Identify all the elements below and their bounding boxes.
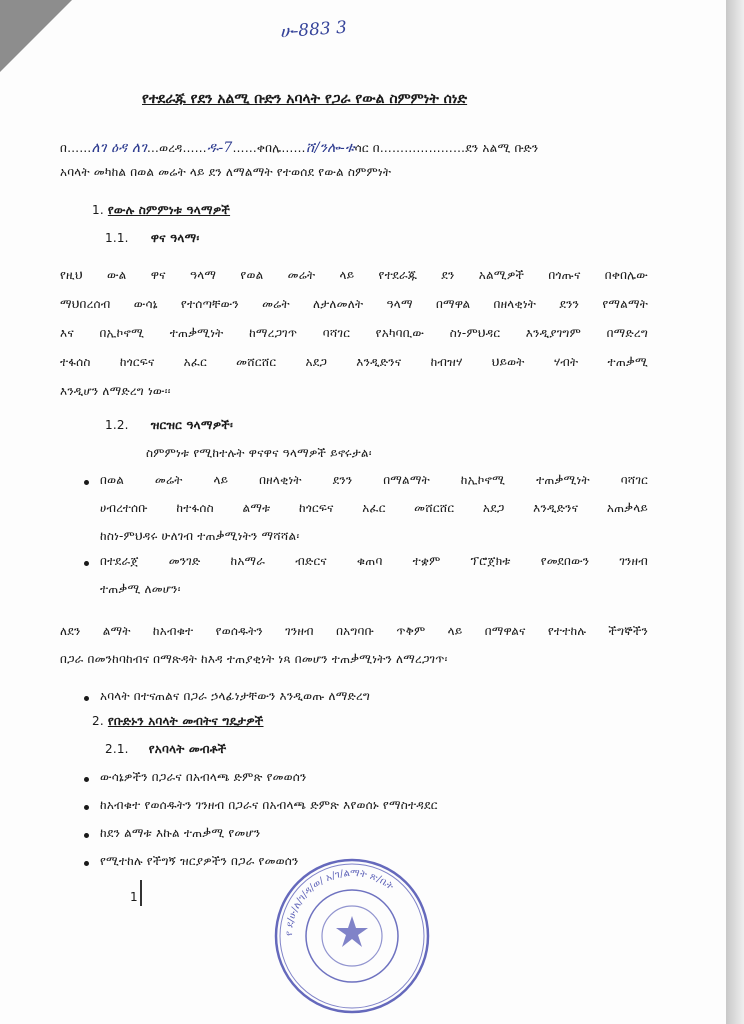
section-1-2-intro: ስምምነቱ የሚከተሉት ዋናዋና ዓላማዎች ይኖሩታል፡: [146, 446, 372, 460]
section-1-title: የውሉ ስምምነቱ ዓላማዎች: [107, 203, 231, 217]
section-2-title: የቡድኑን አባላት መብትና ግዴታዎች: [107, 714, 264, 728]
para1-line-4: ተፋሰስ ከጎርፍና አፈር መሸርሸር አደጋ እንዲድንና ከብዝሃ ህይወት ሃብት ተጠቃሚ: [60, 355, 648, 369]
bullet-dot: [84, 833, 89, 838]
para2-line-1: ለደን ልማት ከአብቁተ የወሰዱትን ገንዘብ በአግባቡ ጥቅም ላይ በማዋልና የተተከሉ ችግኞችን: [60, 624, 648, 638]
page-number: 1: [130, 890, 138, 904]
section-2-1-number: 2.1.: [105, 742, 129, 756]
rights-bullet-1: ውሳኔዎችን በጋራና በአብላጫ ድምጽ የመወሰን: [100, 770, 307, 784]
section-2-1-heading: [105, 742, 226, 757]
intro-line-1: በ……ለገ ዕዳ ለገ…ወረዳ……ዱ-7……ቀበሌ……ሸ/ንሎ-ቱሳር በ…………………ደን አልሚ ቡድን: [60, 140, 539, 156]
section-2-number: 2.: [92, 714, 104, 728]
section-2-heading: [92, 714, 264, 729]
para1-line-3: እና በኢኮኖሚ ተጠቃሚነት ከማረጋገጥ ባሻገር የአካባቢው ስነ-ምህዳር እንዲያገግም በማድረግ: [60, 326, 648, 340]
bullet1-line-2: ሀብረተሰቡ ከተፋሰስ ልማቱ ከጎርፍና አፈር መሸርሸር አደጋ እንዲድንና አጠቃላይ: [100, 501, 648, 515]
bullet1-line-3: ከስነ-ምህዳሩ ሁለገብ ተጠቃሚነትን ማሻሻል፡: [100, 529, 300, 543]
back-sheet-edge: [726, 0, 744, 1024]
section-1-2-number: 1.2.: [105, 418, 129, 432]
intro-woreda-handwritten: ዱ-7: [206, 140, 233, 156]
official-stamp-seal: [272, 856, 432, 1016]
rights-bullet-3: ከደን ልማቱ እኩል ተጠቃሚ የመሆን: [100, 826, 261, 840]
section-1-1-heading: [105, 231, 199, 246]
bullet-dot: [84, 696, 89, 701]
para1-line-1: የዚህ ውል ዋና ዓላማ የወል መሬት ላይ የተደራጁ ደን አልሚዎች በጎጡና በቀበሌው: [60, 268, 648, 282]
bullet-dot: [84, 561, 89, 566]
section-1-heading: [92, 203, 230, 218]
section-1-2-heading: [105, 418, 233, 433]
folded-corner: [0, 0, 72, 72]
bullet2-line-1: በተደራጀ መንገድ ከአማራ ብድርና ቁጠባ ተቋም ፕሮጀክቱ የመደበውን ገንዘብ: [100, 554, 648, 568]
para1-line-2: ማህበረሰብ ውሳኔ የተሰጣቸውን መሬት ለታለመለት ዓላማ በማዋል በዘላቂነት ደንን የማልማት: [60, 297, 648, 311]
bullet2-line-2: ተጠቃሚ ለመሆን፡: [100, 582, 181, 596]
stamp-ring-text: የ ደ/ሁ/ለ/ገ/ዳ/ወ/ አ/ገ/ልማት ጽ/ቤት: [283, 867, 396, 937]
section-2-1-title: የአባላት መብቶች: [148, 742, 227, 756]
bullet1-line-1: በወል መሬት ላይ በዘላቂነት ደንን በማልማት ከኢኮኖሚ ተጠቃሚነት ባሻገር: [100, 473, 648, 487]
intro-place-handwritten: ለገ ዕዳ ለገ: [91, 140, 147, 156]
intro-line1-rest: ሳር በ…………………ደን አልሚ ቡድን: [354, 141, 539, 155]
intro-kebele-handwritten: ሸ/ንሎ-ቱ: [305, 140, 355, 156]
para2-line-2: በጋራ በመንከባከብና በማጽዳት ከእዳ ተጠያቂነት ነጻ በመሆን ተጠቃሚነትን ለማረጋገጥ፡: [60, 652, 448, 666]
intro-line-2: አባላት መካከል በወል መሬት ላይ ደን ለማልማት የተወሰደ የውል ስምምነት: [60, 165, 392, 179]
section-1-1-title: ዋና ዓላማ፡: [150, 231, 200, 245]
intro-woreda-label: ወረዳ: [159, 141, 183, 155]
para1-line-5: እንዲሆን ለማድረግ ነው፡፡: [60, 384, 171, 398]
section-1-number: 1.: [92, 203, 104, 217]
rights-bullet-2: ከአብቁተ የወሰዱትን ገንዘብ በጋራና በአብላጫ ድምጽ እየወሰኑ የማስተዳደር: [100, 798, 438, 812]
page-number-mark: [140, 880, 142, 906]
bullet-dot: [84, 861, 89, 866]
bullet-dot: [84, 480, 89, 485]
bullet-dot: [84, 777, 89, 782]
intro-prefix: በ: [60, 141, 68, 155]
intro-kebele-label: ቀበሌ: [256, 141, 282, 155]
section-1-2-title: ዝርዝር ዓላማዎች፡: [150, 418, 233, 432]
document-title: የተደራጁ የደን አልሚ ቡድን አባላት የጋራ የውል ስምምነት ሰነድ: [142, 91, 468, 107]
rights-bullet-4: የሚተከሉ የችግኝ ዝርያዎችን በጋራ የመወሰን: [100, 854, 299, 868]
handwritten-reference: ሁ-883 3: [279, 17, 348, 43]
section-1-1-number: 1.1.: [105, 231, 129, 245]
bullet3-line: አባላት በተናጠልና በጋራ ኃላፊነታቸውን እንዲወጡ ለማድረግ: [100, 689, 371, 703]
svg-text:የ ደ/ሁ/ለ/ገ/ዳ/ወ/ አ/ገ/ልማት ጽ/ቤት: [284, 868, 396, 936]
bullet-dot: [84, 805, 89, 810]
